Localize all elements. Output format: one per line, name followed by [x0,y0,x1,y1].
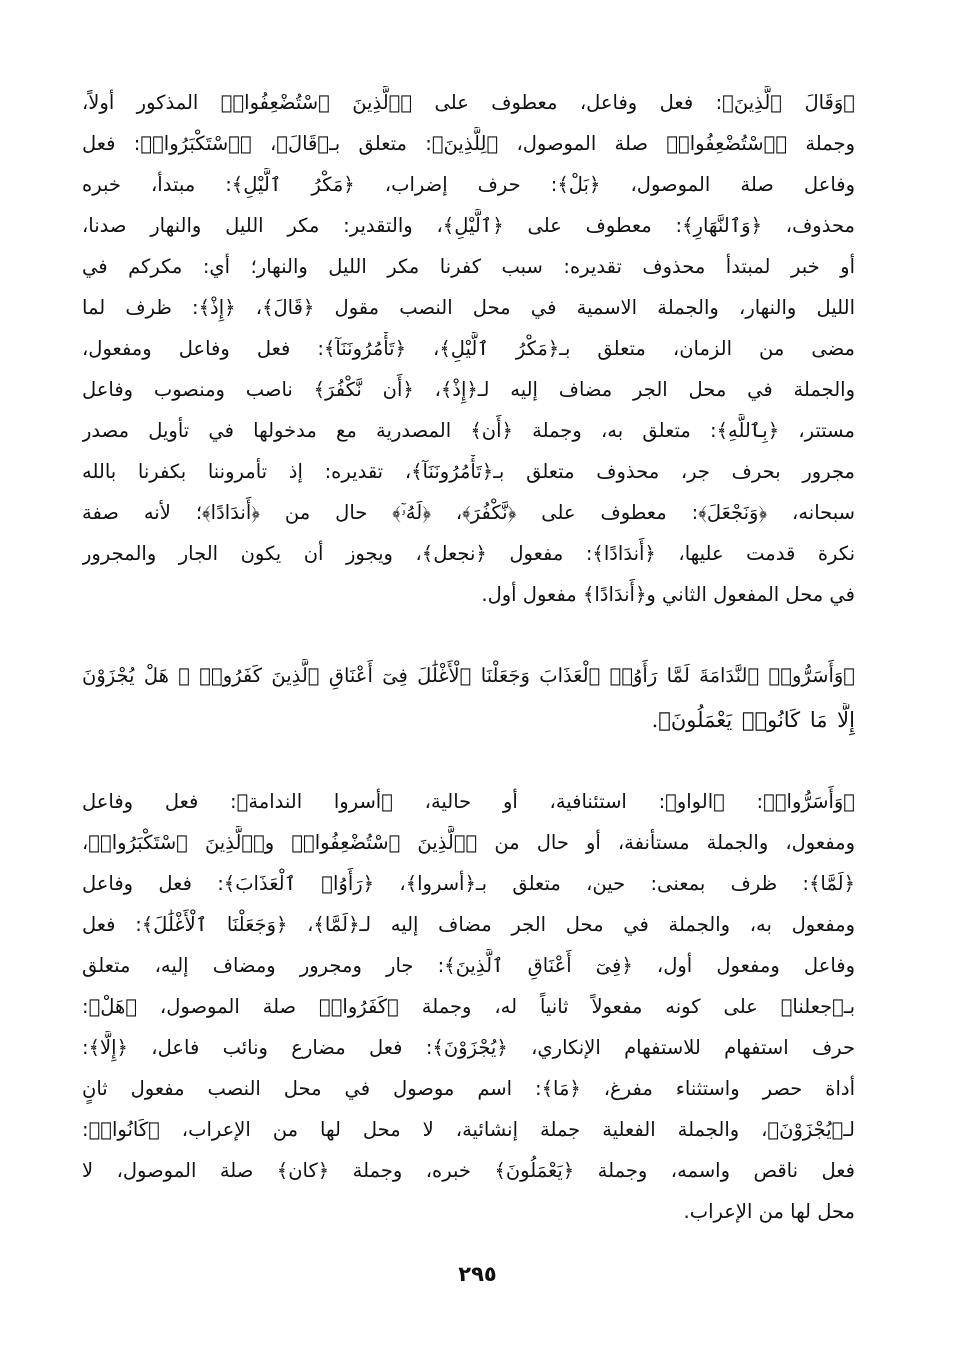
commentary-line: الليل والنهار، والجملة الاسمية في محل النصب مقول ﴿قَالَ﴾، ﴿إِذْ﴾: ظرف لما [82,296,855,319]
commentary-line: مجرور بحرف جر، محذوف متعلق بـ﴿تَأْمُرُونَنَآ﴾، تقديره: إذ تأمروننا بكفرنا بالله [82,460,855,483]
commentary-line: ﴿وَقَالَ ٱلَّذِينَ﴾: فعل وفاعل، معطوف على ﴿ٱلَّذِينَ ٱسْتُضْعِفُوا۟﴾ المذكور أولاً، [82,91,855,114]
commentary-line: محذوف، ﴿وَٱلنَّهَارِ﴾: معطوف على ﴿ٱلَّيْلِ﴾، والتقدير: مكر الليل والنهار صدنا، [82,214,855,237]
commentary-line: ﴿وَأَسَرُّوا۟﴾: ﴿الواو﴾: استئنافية، أو حالية، ﴿أسروا الندامة﴾: فعل وفاعل [82,790,855,813]
verse-line: إِلَّا مَا كَانُوا۟ يَعْمَلُونَ﴾. [651,708,855,732]
commentary-line: وجملة ﴿ٱسْتُضْعِفُوا۟﴾ صلة الموصول، ﴿لِلَّذِينَ﴾: متعلق بـ﴿قَالَ﴾، ﴿ٱسْتَكْبَرُوا۟﴾: فعل [82,132,855,155]
commentary-line: ومفعول به، والجملة في محل الجر مضاف إليه لـ﴿لَمَّا﴾، ﴿وَجَعَلْنَا ٱلْأَغْلَٰلَ﴾: فعل [82,913,855,936]
commentary-line: ﴿لَمَّا﴾: ظرف بمعنى: حين، متعلق بـ﴿أسروا﴾، ﴿رَأَوُا۟ ٱلْعَذَابَ﴾: فعل وفاعل [82,872,855,895]
commentary-line: أو خبر لمبتدأ محذوف تقديره: سبب كفرنا مكر الليل والنهار؛ أي: مكركم في [82,255,855,278]
commentary-line: وفاعل صلة الموصول، ﴿بَلْ﴾: حرف إضراب، ﴿مَكْرُ ٱلَّيْلِ﴾: مبتدأ، خبره [82,173,855,196]
commentary-line: والجملة في محل الجر مضاف إليه لـ﴿إِذْ﴾، ﴿أَن نَّكْفُرَ﴾ ناصب ومنصوب وفاعل [82,378,855,401]
commentary-line: مستتر، ﴿بِٱللَّهِ﴾: متعلق به، وجملة ﴿أَن﴾ المصدرية مع مدخولها في تأويل مصدر [82,419,855,442]
commentary-line: نكرة قدمت عليها، ﴿أَندَادًا﴾: مفعول ﴿نجعل﴾، ويجوز أن يكون الجار والمجرور [82,542,855,565]
commentary-line: سبحانه، ﴿وَنَجْعَلَ﴾: معطوف على ﴿نَّكْفُرَ﴾، ﴿لَهُۥٓ﴾ حال من ﴿أَندَادًا﴾؛ لأنه صفة [82,501,855,524]
commentary-line: فعل ناقص واسمه، وجملة ﴿يَعْمَلُونَ﴾ خبره، وجملة ﴿كان﴾ صلة الموصول، لا [82,1159,855,1182]
commentary-line: محل لها من الإعراب. [683,1200,855,1223]
verse-line: ﴿وَأَسَرُّوا۟ ٱلنَّدَامَةَ لَمَّا رَأَوُا۟ ٱلْعَذَابَ وَجَعَلْنَا ٱلْأَغْلَٰلَ فِىٓ أَعْنَاقِ ٱلَّذِينَ كَفَرُوا۟ ۚ هَلْ يُجْزَوْنَ [82,664,855,687]
commentary-line: وفاعل ومفعول أول، ﴿فِىٓ أَعْنَاقِ ٱلَّذِينَ﴾: جار ومجرور ومضاف إليه، متعلق [82,954,855,977]
page-number: ٢٩٥ [458,1262,497,1286]
commentary-line: لـ﴿يُجْزَوْنَ﴾، والجملة الفعلية جملة إنشائية، لا محل لها من الإعراب، ﴿كَانُوا۟﴾: [82,1118,855,1141]
commentary-line: أداة حصر واستثناء مفرغ، ﴿مَا﴾: اسم موصول في محل النصب مفعول ثانٍ [82,1077,855,1100]
commentary-line: في محل المفعول الثاني و﴿أَندَادًا﴾ مفعول أول. [481,583,855,606]
commentary-line: مضى من الزمان، متعلق بـ﴿مَكْرُ ٱلَّيْلِ﴾، ﴿تَأْمُرُونَنَآ﴾: فعل وفاعل ومفعول، [82,337,855,360]
commentary-line: ومفعول، والجملة مستأنفة، أو حال من ﴿ٱلَّذِينَ ٱسْتُضْعِفُوا۟﴾ و﴿ٱلَّذِينَ ٱسْتَكْبَرُوا۟﴾، [82,831,855,854]
commentary-line: بـ﴿جعلنا﴾ على كونه مفعولاً ثانياً له، وجملة ﴿كَفَرُوا۟﴾ صلة الموصول، ﴿هَلْ﴾: [82,995,855,1018]
commentary-line: حرف استفهام للاستفهام الإنكاري، ﴿يُجْزَوْنَ﴾: فعل مضارع ونائب فاعل، ﴿إِلَّا﴾: [82,1036,855,1059]
